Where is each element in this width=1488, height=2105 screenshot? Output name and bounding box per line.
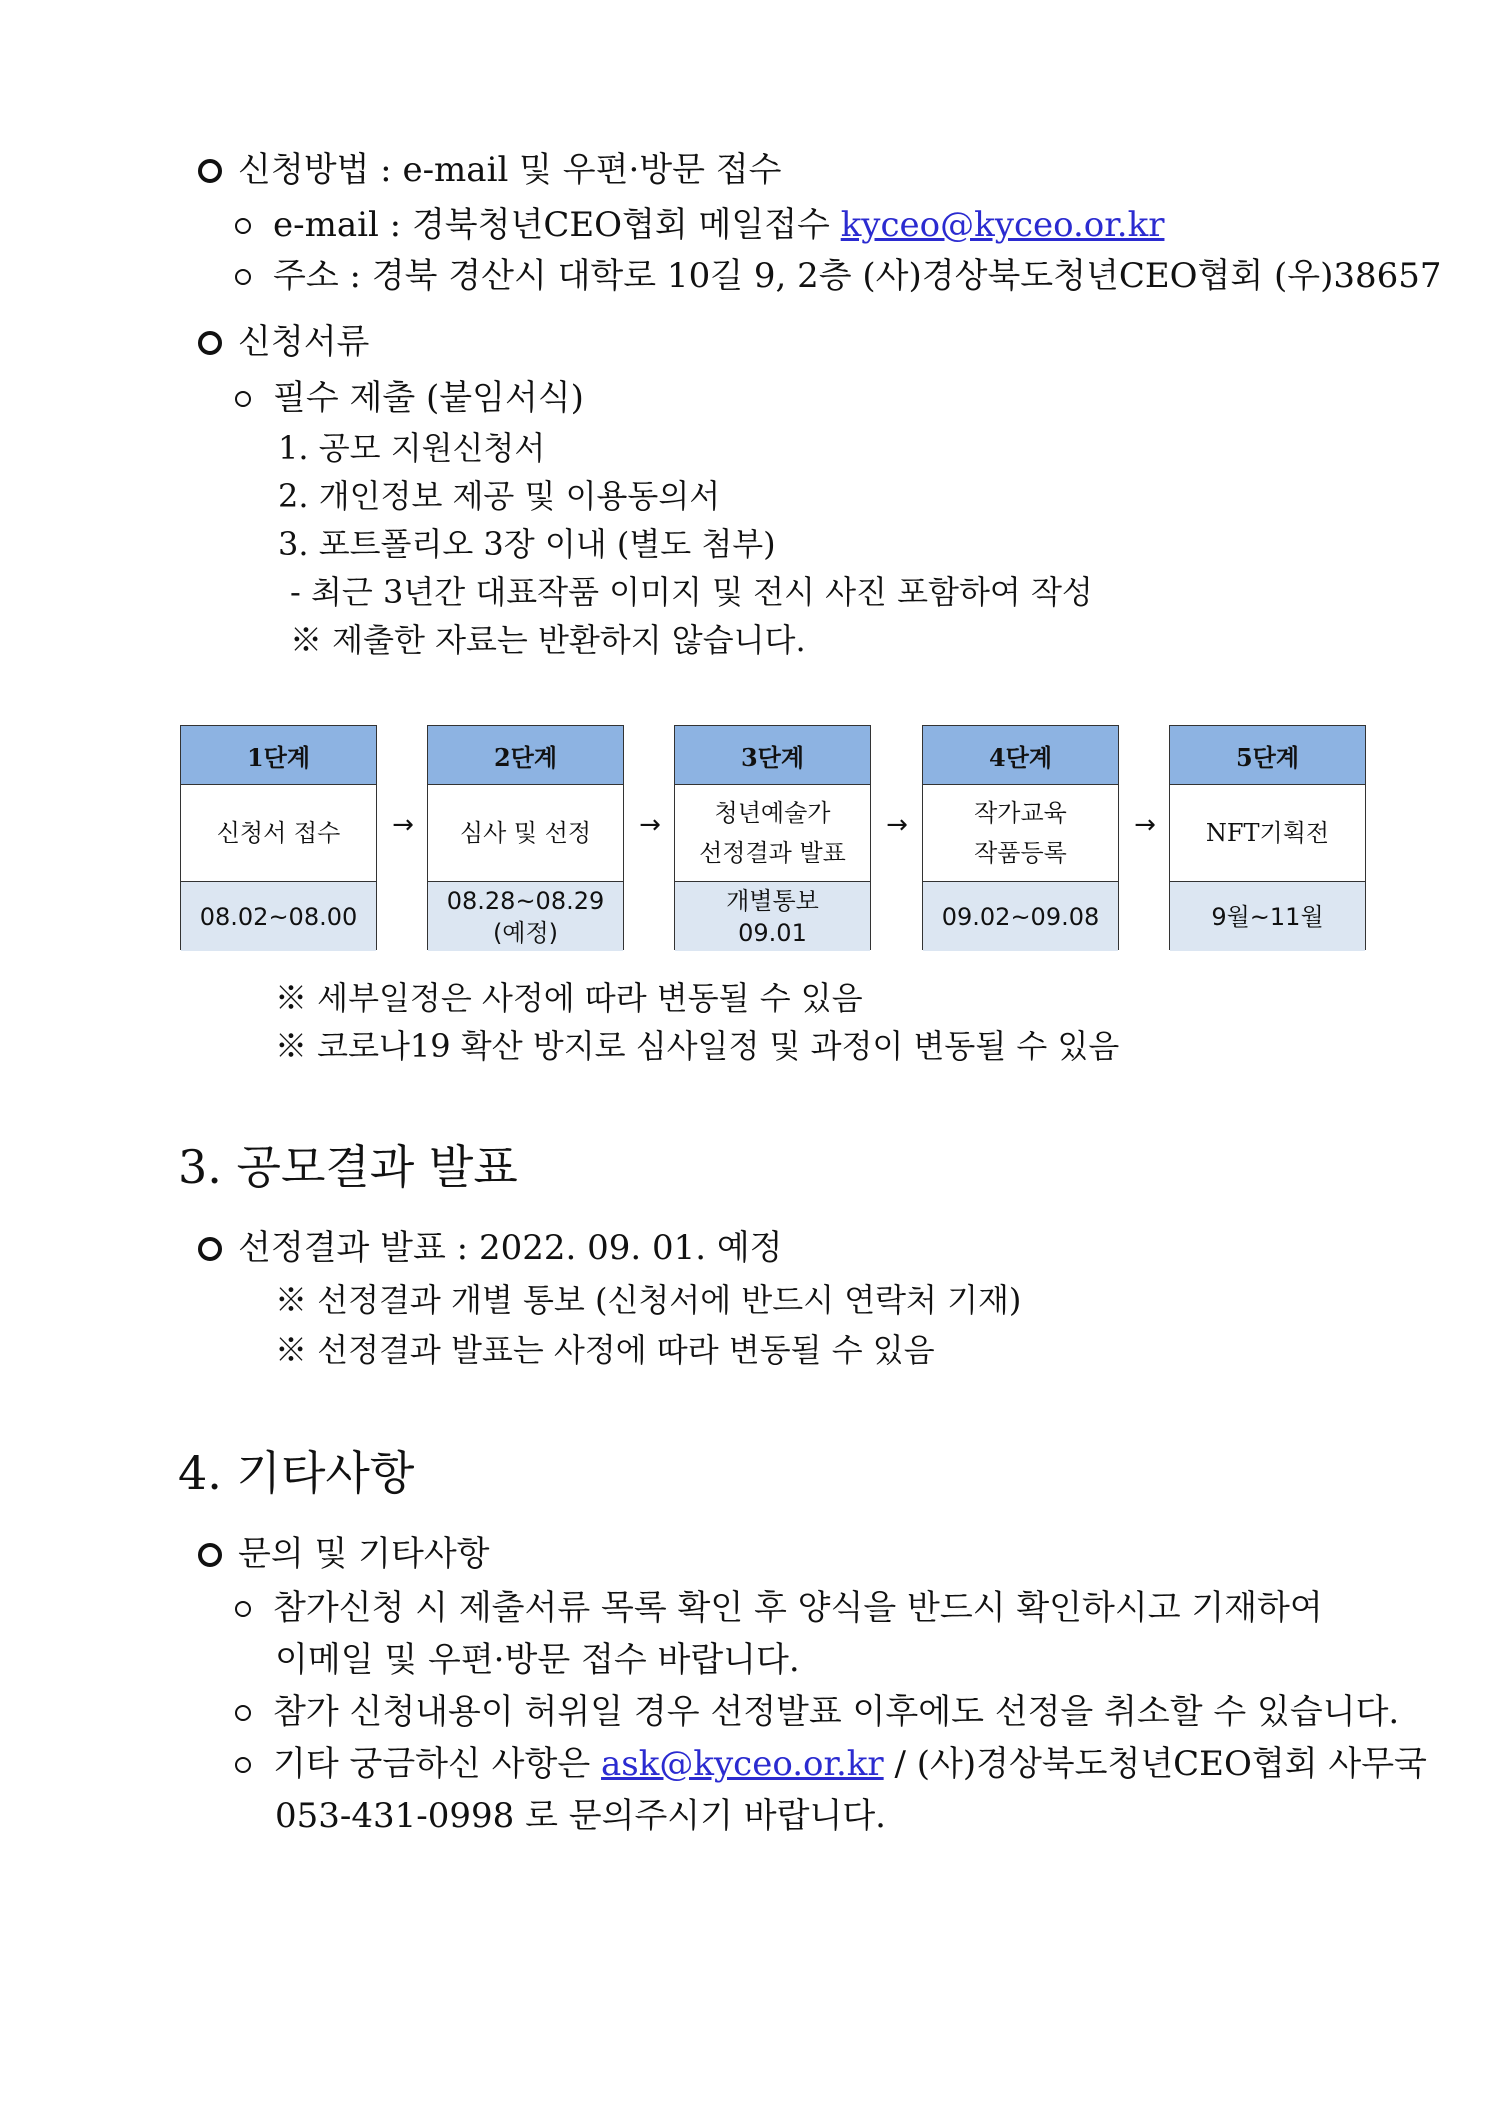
- step-4: [922, 725, 1119, 950]
- required-docs-line: 필수 제출 (붙임서식): [235, 378, 584, 418]
- small-circle-bullet-icon: [235, 1601, 251, 1617]
- step-1-task: 신청서 접수: [181, 785, 376, 882]
- circle-bullet-icon: [198, 331, 222, 355]
- apply-email-line: e-mail : 경북청년CEO협회 메일접수 kyceo@kyceo.or.kr: [235, 205, 1164, 245]
- inquiry-email-link[interactable]: ask@kyceo.or.kr: [601, 1744, 884, 1784]
- step-2-stage: 2단계: [428, 726, 623, 785]
- step-3-stage: 3단계: [675, 726, 870, 785]
- section-4-heading: 4. 기타사항: [178, 1446, 415, 1500]
- step-4-stage: 4단계: [923, 726, 1118, 785]
- small-circle-bullet-icon: [235, 391, 251, 407]
- schedule-note-1: ※ 세부일정은 사정에 따라 변동될 수 있음: [275, 979, 863, 1017]
- small-circle-bullet-icon: [235, 1705, 251, 1721]
- step-5: [1169, 725, 1366, 950]
- doc-item-3: 3. 포트폴리오 3장 이내 (별도 첨부): [278, 525, 776, 563]
- announce-note-2: ※ 선정결과 발표는 사정에 따라 변동될 수 있음: [275, 1331, 935, 1369]
- step-3: [674, 725, 871, 950]
- small-circle-bullet-icon: [235, 218, 251, 234]
- arrow-icon: →: [639, 810, 661, 840]
- inquiry-title: 문의 및 기타사항: [198, 1534, 490, 1574]
- step-5-stage: 5단계: [1170, 726, 1365, 785]
- step-1-stage: 1단계: [181, 726, 376, 785]
- step-4-task: 작가교육 작품등록: [923, 785, 1118, 882]
- inquiry-item-3-cont: 053-431-0998 로 문의주시기 바랍니다.: [275, 1796, 886, 1836]
- apply-address-line: 주소 : 경북 경산시 대학로 10길 9, 2층 (사)경상북도청년CEO협회 (우)38657: [235, 256, 1442, 296]
- inquiry-item-1-cont: 이메일 및 우편·방문 접수 바랍니다.: [275, 1640, 800, 1680]
- step-2: [427, 725, 624, 950]
- step-5-task: NFT기획전: [1170, 785, 1365, 882]
- inquiry-item-3: 기타 궁금하신 사항은 ask@kyceo.or.kr / (사)경상북도청년CEO협회 사무국: [235, 1744, 1427, 1784]
- doc-warn-note: ※ 제출한 자료는 반환하지 않습니다.: [290, 621, 806, 659]
- inquiry-item-1: 참가신청 시 제출서류 목록 확인 후 양식을 반드시 확인하시고 기재하여: [235, 1588, 1323, 1628]
- arrow-icon: →: [392, 810, 414, 840]
- arrow-icon: →: [1134, 810, 1156, 840]
- doc-item-2: 2. 개인정보 제공 및 이용동의서: [278, 477, 721, 515]
- circle-bullet-icon: [198, 1237, 222, 1261]
- step-5-date: 9월~11월: [1170, 882, 1365, 951]
- arrow-icon: →: [886, 810, 908, 840]
- step-2-date: 08.28~08.29 (예정): [428, 882, 623, 951]
- doc-item-1: 1. 공모 지원신청서: [278, 429, 546, 467]
- apply-docs-title: 신청서류: [198, 322, 369, 362]
- step-3-date: 개별통보 09.01: [675, 882, 870, 951]
- doc-sub-note: - 최근 3년간 대표작품 이미지 및 전시 사진 포함하여 작성: [290, 573, 1093, 611]
- announce-note-1: ※ 선정결과 개별 통보 (신청서에 반드시 연락처 기재): [275, 1281, 1022, 1319]
- small-circle-bullet-icon: [235, 269, 251, 285]
- circle-bullet-icon: [198, 159, 222, 183]
- circle-bullet-icon: [198, 1543, 222, 1567]
- announce-line: 선정결과 발표 : 2022. 09. 01. 예정: [198, 1228, 783, 1268]
- small-circle-bullet-icon: [235, 1757, 251, 1773]
- schedule-note-2: ※ 코로나19 확산 방지로 심사일정 및 과정이 변동될 수 있음: [275, 1027, 1120, 1065]
- step-3-task: 청년예술가 선정결과 발표: [675, 785, 870, 882]
- email-link[interactable]: kyceo@kyceo.or.kr: [840, 205, 1165, 245]
- step-1: [180, 725, 377, 950]
- step-4-date: 09.02~09.08: [923, 882, 1118, 951]
- step-2-task: 심사 및 선정: [428, 785, 623, 882]
- inquiry-item-2: 참가 신청내용이 허위일 경우 선정발표 이후에도 선정을 취소할 수 있습니다.: [235, 1692, 1399, 1732]
- section-3-heading: 3. 공모결과 발표: [178, 1140, 518, 1194]
- apply-method-title: 신청방법 : e-mail 및 우편·방문 접수: [198, 150, 781, 190]
- step-1-date: 08.02~08.00: [181, 882, 376, 951]
